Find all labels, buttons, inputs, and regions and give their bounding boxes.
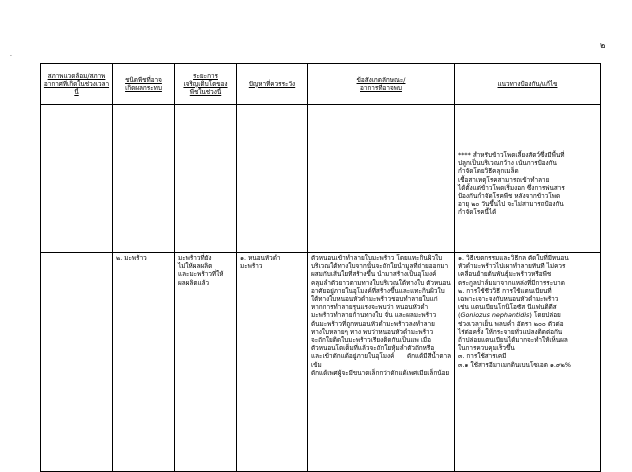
table-header-row [41,64,601,105]
header-symptoms: ข้อสังเกตลักษณะ/ อาการที่อาจพบ [308,64,455,105]
cell-problem [237,105,308,253]
cell-environment [41,105,113,253]
prevention-text-part1: ๑. วิธีเขตกรรมและวิธีกล ตัดใบที่มีหนอน หัวดำมะพร้าวไปเผาทำลายทันที ไม่ควร เคลื่อนย้ายต้นพันธุ์มะพร้าวหรือพืช ตระกูลปาล์มมาจากแหล่งที่มีการระบาด ๒. การใช้ชีววิธี การใช้แตนเบียนที่ เฉพาะเจาะจงกับหนอนหัวดำมะพร้าว เช่น แตนเบียนโกนิโอซัส นีแฟนติดีส ( [458,254,569,320]
cell-plant-type: ๒. มะพร้าว [113,253,175,472]
cell-prevention: **** สำหรับข้าวโพดเลี้ยงสัตว์ซึ่งมีพื้นที่ ปลูกเป็นบริเวณกว้าง เน้นการป้องกัน กำจัดโดยวิธีคลุกเมล็ด เชื้อสาเหตุโรคสามารถเข้าทำลาย ได้ตั้งแต่ข้าวโพดเริ่มงอก ซึ่งการพ่นสาร ป้องกันกำจัดโรคพืช หลังจากข้าวโพด อายุ ๒๐ วันขึ้นไป จะไม่สามารถป้องกัน กำจัดโรคนี้ได้ [455,105,601,253]
cell-plant-type [113,105,175,253]
header-environment: สภาพแวดล้อม/สภาพ อากาศที่เกิดในช่วงเวลานี้ [41,64,113,105]
table-row [41,105,601,253]
prevention-text-part2: ) โดยปล่อย ช่วงเวลาเย็น พลบค่ำ อัตรา ๒๐๐ ตัวต่อ ไร่ต่อครั้ง ให้กระจายทั่วแปลงติดต่อกัน ถ้าปล่อยแตนเบียนได้มากจะทำให้เห็นผล ในการควบคุมเร็วขึ้น ๓. การใช้สารเคมี ๓.๑ ใช้สารอีมาเมกตินเบนโซเอต ๑.๙๒% [458,311,571,369]
header-growth-stage: ระยะการ เจริญเติบโตของ พืชในช่วงนี้ [175,64,237,105]
margin-mark: . [10,51,12,58]
cell-prevention [455,253,601,472]
cell-growth-stage [175,105,237,253]
header-plant-type: ชนิดพืชที่อาจ เกิดผลกระทบ [113,64,175,105]
cell-problem: ๑. หนอนหัวดำ มะพร้าว [237,253,308,472]
page-number: ๒ [600,41,606,50]
cell-symptoms: ตัวหนอนเข้าทำลายใบมะพร้าว โดยแทะกินผิวใบ บริเวณใต้ทางใบจากนั้นจะถักใยนำมูลที่ถ่ายออกมา ผสมกับเส้นใยที่สร้างขึ้น นำมาสร้างเป็นอุโมงค์ คลุมลำตัวยาวตามทางใบบริเวณใต้ทางใบ ตัวหนอน อาศัยอยู่ภายในอุโมงค์ที่สร้างขึ้นและแทะกินผิวใบ ใต้ทางใบหนอนหัวดำมะพร้าวชอบทำลายใบแก่ หากการทำลายรุนแรงจะพบว่า หนอนหัวดำ มะพร้าวทำลายก้านทางใบ จั่น และผลมะพร้าว ต้นมะพร้าวที่ถูกหนอนหัวดำมะพร้าวลงทำลาย ทางใบหลายๆ ทาง พบว่าหนอนหัวดำมะพร้าว จะถักใยติดใบมะพร้าวเรียงติดกันเป็นแพ เมื่อ ตัวหนอนโตเต็มที่แล้วจะถักใยหุ้มลำตัวถักหรือ และเข้าดักแด้อยู่ภายในอุโมงค์ ดักแด้มีสีน้ำตาลเข้ม ดักแด้เพศผู้จะมีขนาดเล็กกว่าดักแด้เพศเมียเล็กน้อย [308,253,455,472]
cell-environment [41,253,113,472]
table-row [41,253,601,472]
cell-symptoms [308,105,455,253]
header-problem: ปัญหาที่ควรระวัง [237,64,308,105]
cell-growth-stage: มะพร้าวที่ยัง ไม่ให้ผลผลิต และมะพร้าวที่ให้ ผลผลิตแล้ว [175,253,237,472]
header-prevention: แนวทางป้องกัน/แก้ไข [455,64,601,105]
pest-guidance-table [40,63,601,472]
scientific-name: Goniozus nephantidis [460,311,530,320]
